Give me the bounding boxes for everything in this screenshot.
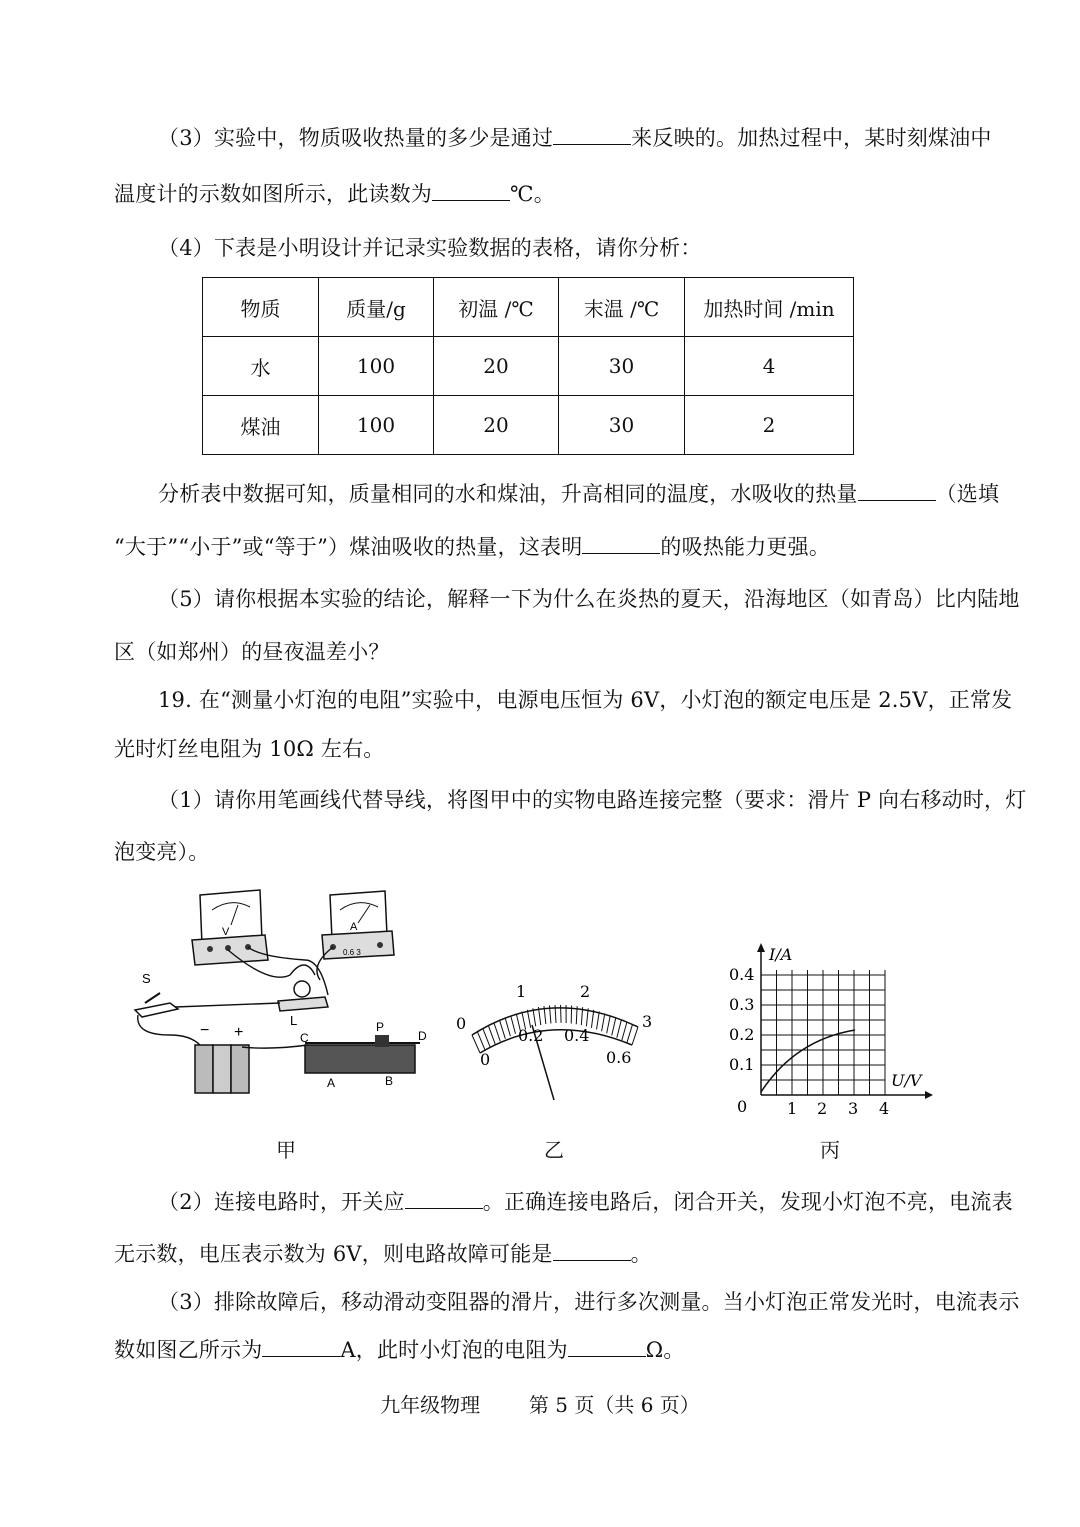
figure-yi-ammeter-scale	[450, 975, 665, 1105]
scale-tick	[483, 1029, 490, 1047]
caption-jia: 甲	[276, 1138, 296, 1162]
x-tick-label: 3	[848, 1099, 859, 1118]
text: 来反映的。加热过程中，某时刻煤油中	[631, 126, 992, 150]
q19-part2-line1	[158, 1186, 1013, 1216]
q18-part3-line1	[158, 122, 992, 152]
ammeter	[322, 891, 394, 959]
y-axis-label: I/A	[769, 945, 793, 964]
outer-scale-label: 3	[642, 1012, 653, 1031]
table-cell: 100	[319, 396, 434, 455]
outer-scale-label: 0	[456, 1014, 467, 1033]
answer-blank[interactable]	[553, 1242, 631, 1261]
scale-tick	[561, 1005, 562, 1023]
inner-scale-label: 0.2	[518, 1026, 544, 1045]
y-tick-label: 0.2	[729, 1025, 755, 1044]
rheostat	[300, 1020, 427, 1090]
label-S: S	[142, 971, 151, 986]
figure-jia-circuit	[130, 885, 440, 1100]
label-L: L	[290, 1013, 298, 1028]
figure-bing-iu-graph	[725, 940, 935, 1120]
footer-page-number: 第 5 页（共 6 页）	[528, 1393, 700, 1417]
scale-tick	[586, 1008, 588, 1026]
page-footer	[0, 1389, 1080, 1418]
scale-tick	[632, 1027, 638, 1045]
x-tick-label: 2	[817, 1099, 828, 1118]
q19-part3-line2	[114, 1334, 685, 1364]
lamp	[278, 981, 328, 1028]
scale-tick	[489, 1026, 496, 1044]
text: Ω。	[645, 1338, 685, 1362]
scale-tick	[597, 1011, 600, 1029]
x-axis-arrow	[925, 1091, 933, 1099]
y-tick-label: 0.4	[729, 965, 755, 984]
table-cell: 100	[319, 337, 434, 396]
scale-tick	[607, 1015, 611, 1033]
y-axis-arrow	[757, 943, 765, 952]
scale-tick	[533, 1008, 536, 1026]
q18-part4-intro: （4）下表是小明设计并记录实验数据的表格，请你分析：	[158, 236, 702, 260]
scale-tick	[478, 1032, 486, 1050]
table-header: 末温 /℃	[559, 278, 685, 337]
x-axis-label: U/V	[891, 1071, 922, 1090]
q19-intro-line1: 19. 在“测量小灯泡的电阻”实验中，电源电压恒为 6V，小灯泡的额定电压是 2.5V，正常发	[158, 688, 1013, 712]
q19-intro-line2: 光时灯丝电阻为 10Ω 左右。	[114, 737, 385, 761]
label-P: P	[376, 1020, 385, 1034]
text: A，此时小灯泡的电阻为	[340, 1338, 568, 1362]
outer-scale-label: 1	[516, 982, 527, 1001]
x-tick-label: 1	[787, 1099, 798, 1118]
scale-tick	[500, 1021, 506, 1039]
scale-arc	[472, 1005, 638, 1053]
scale-tick	[591, 1010, 593, 1028]
table-cell: 20	[434, 337, 559, 396]
table-header: 物质	[203, 278, 319, 337]
scale-tick	[494, 1023, 500, 1041]
origin-label: 0	[737, 1097, 748, 1116]
table-cell: 30	[559, 337, 685, 396]
label-range: 0.6 3	[343, 948, 361, 957]
answer-blank[interactable]	[432, 182, 510, 201]
q18-part5-line2: 区（如郑州）的昼夜温差小？	[114, 640, 390, 664]
table-header: 加热时间 /min	[685, 278, 854, 337]
scale-tick	[472, 1035, 480, 1053]
label-plus: +	[234, 1024, 244, 1041]
footer-subject: 九年级物理	[380, 1393, 481, 1417]
outer-scale-label: 2	[580, 982, 591, 1001]
scale-tick	[612, 1017, 616, 1035]
x-tick-label: 4	[879, 1099, 890, 1118]
label-D: D	[418, 1029, 427, 1043]
inner-scale-label: 0	[480, 1050, 491, 1069]
q19-part1-line2: 泡变亮）。	[114, 840, 210, 864]
q18-analysis-line2	[114, 531, 830, 561]
scale-tick	[511, 1016, 516, 1034]
y-tick-label: 0.1	[729, 1055, 755, 1074]
scale-tick	[617, 1020, 622, 1038]
answer-blank[interactable]	[262, 1338, 340, 1357]
label-V: V	[222, 926, 230, 938]
label-A-meter: A	[350, 921, 358, 933]
text: 分析表中数据可知，质量相同的水和煤油，升高相同的温度，水吸收的热量	[158, 482, 858, 506]
text: 数如图乙所示为	[114, 1338, 263, 1362]
q19-part2-line2	[114, 1238, 652, 1268]
scale-tick	[622, 1022, 627, 1040]
voltmeter	[192, 890, 268, 965]
table-header: 初温 /℃	[434, 278, 559, 337]
text: （3）实验中，物质吸收热量的多少是通过	[158, 126, 554, 150]
label-C: C	[300, 1031, 309, 1045]
label-minus: −	[200, 1022, 210, 1039]
switch	[135, 971, 178, 1017]
text: 温度计的示数如图所示，此读数为	[114, 182, 432, 206]
text: 无示数，电压表示数为 6V，则电路故障可能是	[114, 1242, 553, 1266]
table-header: 质量/g	[319, 278, 434, 337]
answer-blank[interactable]	[858, 482, 936, 501]
y-tick-label: 0.3	[729, 995, 755, 1014]
q19-part3-line1: （3）排除故障后，移动滑动变阻器的滑片，进行多次测量。当小灯泡正常发光时，电流表示	[158, 1290, 1020, 1314]
q18-analysis-line1	[158, 478, 999, 508]
table-cell: 水	[203, 337, 319, 396]
table-cell: 30	[559, 396, 685, 455]
text: 的吸热能力更强。	[660, 535, 831, 559]
inner-scale-label: 0.6	[606, 1048, 632, 1067]
caption-yi: 乙	[544, 1138, 564, 1162]
q19-part1-line1: （1）请你用笔画线代替导线，将图甲中的实物电路连接完整（要求：滑片 P 向右移动时，灯	[158, 788, 1027, 812]
table-row	[203, 337, 854, 396]
text: ℃。	[510, 182, 555, 206]
scale-tick	[602, 1013, 605, 1031]
table-cell: 煤油	[203, 396, 319, 455]
label-A-terminal: A	[327, 1076, 336, 1090]
battery	[195, 1022, 249, 1093]
answer-blank[interactable]	[405, 1190, 483, 1209]
inner-scale-label: 0.4	[564, 1026, 590, 1045]
text: （2）连接电路时，开关应	[158, 1190, 405, 1214]
table-cell: 20	[434, 396, 559, 455]
table-header-row	[203, 278, 854, 337]
q18-part5-line1: （5）请你根据本实验的结论，解释一下为什么在炎热的夏天，沿海地区（如青岛）比内陆地	[158, 587, 1020, 611]
q18-part3-line2	[114, 178, 555, 208]
text: （选填	[935, 482, 1000, 506]
text: 。	[630, 1242, 652, 1266]
data-table	[202, 277, 854, 455]
table-row	[203, 396, 854, 455]
answer-blank[interactable]	[553, 126, 631, 145]
answer-blank[interactable]	[568, 1338, 646, 1357]
graph-grid	[761, 970, 885, 1095]
text: “大于”“小于”或“等于”）煤油吸收的热量，这表明	[114, 535, 583, 559]
answer-blank[interactable]	[582, 535, 660, 554]
scale-tick	[627, 1025, 633, 1043]
table-cell: 4	[685, 337, 854, 396]
text: 。正确连接电路后，闭合开关，发现小灯泡不亮，电流表	[482, 1190, 1013, 1214]
label-B: B	[385, 1074, 394, 1088]
scale-tick	[505, 1018, 510, 1036]
table-cell: 2	[685, 396, 854, 455]
caption-bing: 丙	[820, 1138, 840, 1162]
